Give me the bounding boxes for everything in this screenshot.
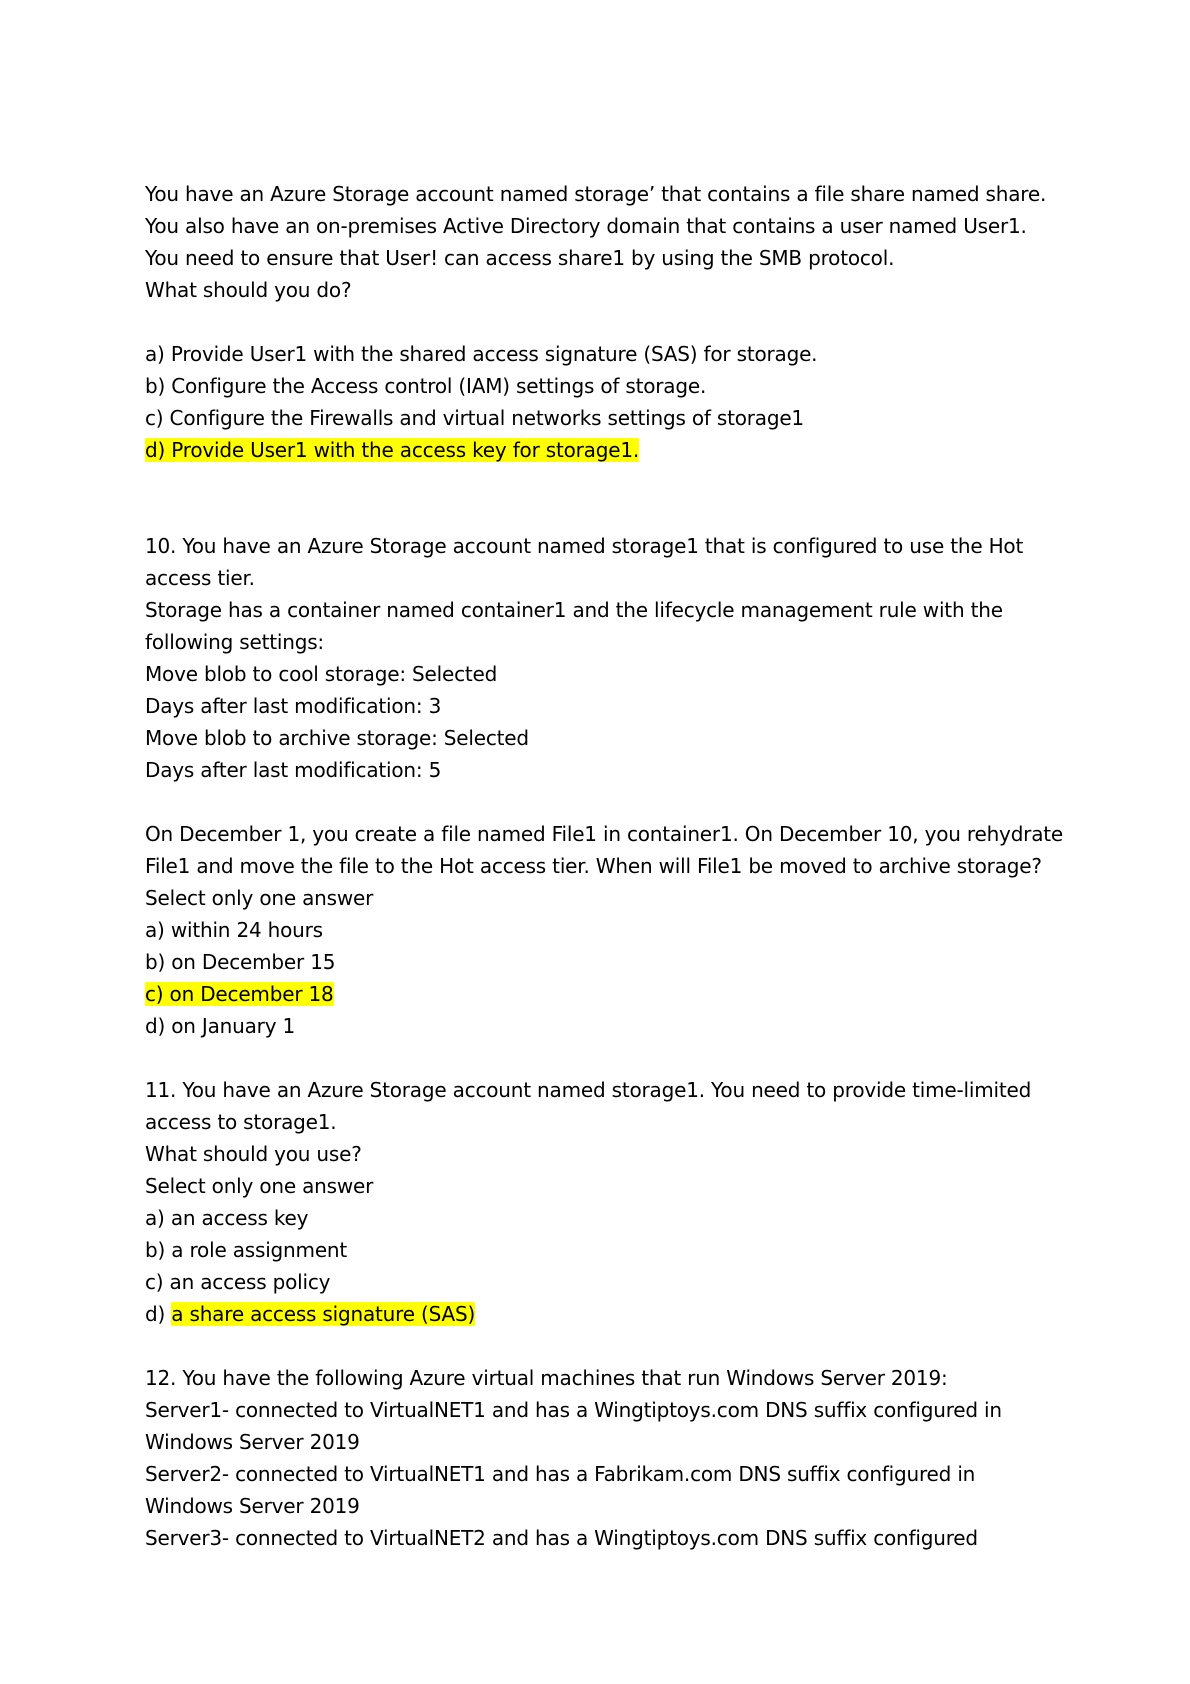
q10-option-d: d) on January 1: [145, 1014, 296, 1038]
q11-stem-line-1: 11. You have an Azure Storage account named storage1. You need to provide time-limited: [145, 1078, 1032, 1102]
q12-server2-line-2: Windows Server 2019: [145, 1494, 360, 1518]
spacer: [145, 1330, 1065, 1362]
q9-option-d-row: [145, 434, 1065, 466]
q11-option-d-row: [145, 1298, 1065, 1330]
q10-instruction: Select only one answer: [145, 886, 374, 910]
q12-server3-line-1: Server3- connected to VirtualNET2 and has a Wingtiptoys.com DNS suffix configured: [145, 1526, 978, 1550]
q12-server2-line-1: Server2- connected to VirtualNET1 and has a Fabrikam.com DNS suffix configured in: [145, 1462, 976, 1486]
q11-stem-line-3: What should you use?: [145, 1142, 362, 1166]
q12-stem-line-1: 12. You have the following Azure virtual machines that run Windows Server 2019:: [145, 1366, 948, 1390]
q9-option-d-highlighted: d) Provide User1 with the access key for storage1.: [145, 438, 640, 462]
q10-stem-line-4: following settings:: [145, 630, 324, 654]
q10-stem-line-2: access tier.: [145, 566, 255, 590]
q9-stem-line-4: What should you do?: [145, 278, 352, 302]
q10-setting-1: Move blob to cool storage: Selected: [145, 662, 498, 686]
q11-option-d-prefix: d): [145, 1302, 172, 1326]
q11-option-c: c) an access policy: [145, 1270, 331, 1294]
q10-setting-4: Days after last modification: 5: [145, 758, 442, 782]
q9-stem-line-2: You also have an on-premises Active Directory domain that contains a user named User1.: [145, 214, 1027, 238]
q10-scenario-line-1: On December 1, you create a file named File1 in container1. On December 10, you rehydrate: [145, 822, 1064, 846]
q12-server1-line-2: Windows Server 2019: [145, 1430, 360, 1454]
q9-option-a: a) Provide User1 with the shared access signature (SAS) for storage.: [145, 342, 818, 366]
q11-option-a: a) an access key: [145, 1206, 309, 1230]
q10-scenario-line-2: File1 and move the file to the Hot access tier. When will File1 be moved to archive storage?: [145, 854, 1042, 878]
q10-setting-2: Days after last modification: 3: [145, 694, 442, 718]
q9-stem-line-3: You need to ensure that User! can access share1 by using the SMB protocol.: [145, 246, 895, 270]
q11-instruction: Select only one answer: [145, 1174, 374, 1198]
q12-server1-line-1: Server1- connected to VirtualNET1 and has a Wingtiptoys.com DNS suffix configured in: [145, 1398, 1002, 1422]
q9-option-b: b) Configure the Access control (IAM) settings of storage.: [145, 374, 707, 398]
q10-setting-3: Move blob to archive storage: Selected: [145, 726, 529, 750]
q10-option-c-highlighted: c) on December 18: [145, 982, 334, 1006]
q10-stem-line-1: 10. You have an Azure Storage account named storage1 that is configured to use the Hot: [145, 534, 1024, 558]
q10-option-a: a) within 24 hours: [145, 918, 323, 942]
q9-option-c: c) Configure the Firewalls and virtual networks settings of storage1: [145, 406, 804, 430]
spacer: [145, 466, 1065, 530]
spacer: [145, 306, 1065, 338]
spacer: [145, 1042, 1065, 1074]
spacer: [145, 786, 1065, 818]
q10-option-b: b) on December 15: [145, 950, 336, 974]
document-content: [145, 178, 1065, 1554]
q10-option-c-row: [145, 978, 1065, 1010]
q9-stem-line-1: You have an Azure Storage account named storage’ that contains a file share named share.: [145, 182, 1047, 206]
q10-stem-line-3: Storage has a container named container1 and the lifecycle management rule with the: [145, 598, 1003, 622]
q11-option-b: b) a role assignment: [145, 1238, 348, 1262]
q11-option-d-highlighted: a share access signature (SAS): [171, 1302, 476, 1326]
q11-stem-line-2: access to storage1.: [145, 1110, 337, 1134]
